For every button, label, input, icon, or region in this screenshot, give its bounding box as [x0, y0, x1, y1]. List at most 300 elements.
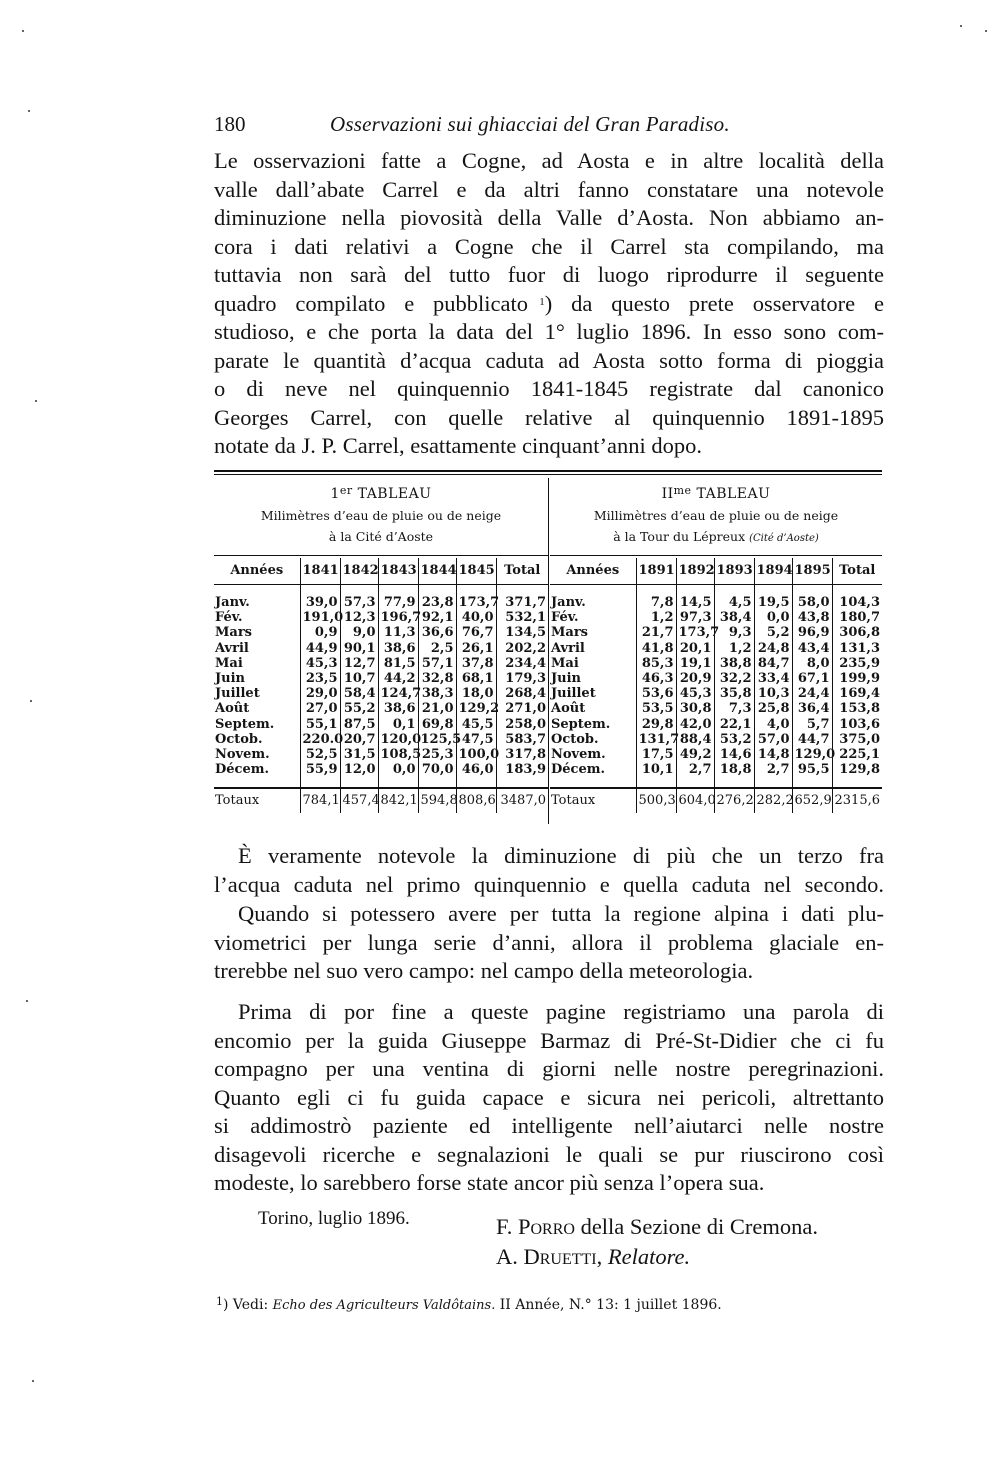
value-cell: 45,3	[300, 656, 340, 671]
table-row	[550, 671, 882, 686]
value-cell: 85,3	[636, 656, 676, 671]
text-fragment: ) da questo prete osservatore e	[544, 290, 885, 316]
value-cell: 125,5	[418, 732, 456, 747]
text-line: tuttavia non sarà del tutto fuor di luogo riprodurre il seguente	[214, 262, 884, 287]
value-cell: 96,9	[792, 625, 832, 640]
row-total: 180,7	[832, 610, 882, 625]
value-cell: 53,2	[714, 732, 754, 747]
column-total: 594,8	[418, 788, 456, 813]
underline-cell	[418, 585, 456, 596]
value-cell: 45,5	[456, 717, 496, 732]
signature-porro: F. Porro della Sezione di Cremona.	[496, 1214, 818, 1239]
column-total: 784,1	[300, 788, 340, 813]
header-rule	[214, 555, 548, 556]
text-line: valle dall’abate Carrel e da altri fanno constatare una notevole	[214, 176, 884, 202]
value-cell: 12,0	[340, 762, 378, 777]
row-total: 375,0	[832, 732, 882, 747]
value-cell: 220.0	[300, 732, 340, 747]
place-and-date: Torino, luglio 1896.	[258, 1208, 410, 1229]
value-cell: 70,0	[418, 762, 456, 777]
value-cell: 57,3	[340, 595, 378, 610]
value-cell: 29,0	[300, 686, 340, 701]
value-cell: 35,8	[714, 686, 754, 701]
table-row	[550, 686, 882, 701]
totals-label: Totaux	[551, 793, 596, 809]
underline-cell	[340, 585, 378, 596]
month-label: Mars	[551, 625, 588, 641]
column-total: 500,3	[636, 788, 676, 813]
paragraph-intro	[214, 147, 884, 461]
text-line: Georges Carrel, con quelle relative al quinquennio 1891-1895	[214, 404, 884, 430]
table-row	[214, 671, 548, 686]
column-header-years: Années	[566, 563, 620, 578]
column-total: 808,6	[456, 788, 496, 813]
month-label: Mars	[215, 625, 252, 641]
paragraph-acknowledgement	[214, 998, 884, 1198]
value-cell: 129,2	[456, 701, 496, 716]
table-row	[214, 717, 548, 732]
value-cell: 2,5	[418, 641, 456, 656]
value-cell: 7,8	[636, 595, 676, 610]
table-row	[550, 732, 882, 747]
table-location: à la Tour du Lépreux (Cité d’Aoste)	[613, 529, 819, 544]
underline-cell	[676, 585, 714, 596]
column-total: 652,9	[792, 788, 832, 813]
value-cell: 1,2	[714, 641, 754, 656]
footnote-marker: 1	[216, 1295, 223, 1308]
text-line: o di neve nel quinquennio 1841-1845 registrate dal canonico	[214, 376, 884, 401]
rule-cell	[636, 777, 676, 788]
table-row	[550, 610, 882, 625]
table-row	[214, 641, 548, 656]
rule-cell	[456, 777, 496, 788]
row-total: 103,6	[832, 717, 882, 732]
signatures	[496, 1212, 818, 1272]
table-1841-1845	[214, 478, 548, 828]
value-cell: 14,5	[676, 595, 714, 610]
value-cell: 44,7	[792, 732, 832, 747]
underline-cell	[714, 585, 754, 596]
table-subtitle: Millimètres d’eau de pluie ou de neige	[593, 508, 839, 523]
row-total: 532,1	[496, 610, 548, 625]
row-total: 134,5	[496, 625, 548, 640]
scan-speck	[30, 700, 32, 702]
row-total: 183,9	[496, 762, 548, 777]
value-cell: 191,0	[300, 610, 340, 625]
table-row	[214, 747, 548, 762]
text-line: disagevoli ricerche e segnalazioni le quali se pur riuscirono così	[214, 1141, 884, 1167]
text-line: notate da J. P. Carrel, esattamente cinquant’anni dopo.	[214, 433, 702, 458]
value-cell: 40,0	[456, 610, 496, 625]
value-cell: 36,6	[418, 625, 456, 640]
grand-total: 2315,6	[832, 788, 882, 813]
value-cell: 57,0	[754, 732, 792, 747]
value-cell: 26,1	[456, 641, 496, 656]
value-cell: 58,4	[340, 686, 378, 701]
value-cell: 58,0	[792, 595, 832, 610]
rule-cell	[792, 777, 832, 788]
rule-cell	[378, 777, 418, 788]
value-cell: 67,1	[792, 671, 832, 686]
text-line: diminuzione nella piovosità della Valle d’Aosta. Non abbiamo an-	[214, 205, 884, 230]
month-label: Janv.	[215, 595, 250, 610]
value-cell: 21,7	[636, 625, 676, 640]
value-cell: 90,1	[340, 641, 378, 656]
value-cell: 19,5	[754, 595, 792, 610]
footnote-reference[interactable]: 1	[539, 295, 545, 308]
column-total: 282,2	[754, 788, 792, 813]
text-line: studioso, e che porta la data del 1° luglio 1896. In esso sono com-	[214, 319, 884, 344]
month-label: Novem.	[551, 747, 606, 763]
text-line: viometrici per lunga serie d’anni, allora il problema glaciale en-	[214, 929, 884, 955]
rule-cell	[754, 777, 792, 788]
paragraph-meteorology	[214, 900, 884, 986]
row-total: 202,2	[496, 641, 548, 656]
text-line: Le osservazioni fatte a Cogne, ad Aosta e in altre località della	[214, 148, 884, 173]
value-cell: 77,9	[378, 595, 418, 610]
rule-cell	[550, 777, 636, 788]
underline-cell	[496, 585, 548, 596]
column-header-year: 1843	[378, 558, 418, 585]
underline-cell	[550, 585, 636, 596]
month-label: Juin	[215, 671, 245, 687]
column-header-year: 1892	[676, 558, 714, 585]
value-cell: 46,3	[636, 671, 676, 686]
month-label: Octob.	[215, 731, 263, 747]
text-line-with-footnote	[214, 290, 884, 319]
scan-speck	[35, 400, 37, 402]
text-line: Prima di por fine a queste pagine registriamo una parola di	[238, 999, 884, 1024]
value-cell: 22,1	[714, 717, 754, 732]
value-cell: 18,0	[456, 686, 496, 701]
column-total: 457,4	[340, 788, 378, 813]
value-cell: 53,5	[636, 701, 676, 716]
month-label: Décem.	[551, 762, 606, 778]
value-cell: 37,8	[456, 656, 496, 671]
value-cell: 38,6	[378, 701, 418, 716]
month-label: Mai	[215, 655, 243, 671]
table-top-rule-thin	[214, 474, 882, 475]
value-cell: 55,1	[300, 717, 340, 732]
table-row	[214, 686, 548, 701]
value-cell: 76,7	[456, 625, 496, 640]
table-row	[214, 610, 548, 625]
month-label: Septem.	[215, 716, 275, 732]
value-cell: 4,0	[754, 717, 792, 732]
value-cell: 81,5	[378, 656, 418, 671]
value-cell: 69,8	[418, 717, 456, 732]
value-cell: 43,8	[792, 610, 832, 625]
scan-speck	[22, 30, 24, 32]
value-cell: 55,2	[340, 701, 378, 716]
value-cell: 30,8	[676, 701, 714, 716]
column-header-year: 1845	[456, 558, 496, 585]
table-row	[214, 732, 548, 747]
row-total: 179,3	[496, 671, 548, 686]
row-total: 271,0	[496, 701, 548, 716]
value-cell: 4,5	[714, 595, 754, 610]
value-cell: 38,3	[418, 686, 456, 701]
value-cell: 84,7	[754, 656, 792, 671]
column-total: 276,2	[714, 788, 754, 813]
month-label: Juillet	[551, 686, 596, 702]
row-total: 371,7	[496, 595, 548, 610]
totals-rule	[550, 777, 882, 788]
header-row	[550, 558, 882, 585]
header-row	[214, 558, 548, 585]
row-total: 583,7	[496, 732, 548, 747]
month-label: Janv.	[551, 595, 586, 610]
value-cell: 11,3	[378, 625, 418, 640]
column-header-year: 1891	[636, 558, 676, 585]
header-underline	[214, 585, 548, 596]
value-cell: 2,7	[754, 762, 792, 777]
value-cell: 173,7	[676, 625, 714, 640]
value-cell: 20,1	[676, 641, 714, 656]
value-cell: 5,7	[792, 717, 832, 732]
value-cell: 0,0	[754, 610, 792, 625]
column-header-years: Années	[230, 563, 284, 578]
value-cell: 196,7	[378, 610, 418, 625]
value-cell: 0,9	[300, 625, 340, 640]
value-cell: 0,0	[378, 762, 418, 777]
value-cell: 14,8	[754, 747, 792, 762]
value-cell: 33,4	[754, 671, 792, 686]
rule-cell	[496, 777, 548, 788]
rule-cell	[676, 777, 714, 788]
value-cell: 44,2	[378, 671, 418, 686]
text-line: cora i dati relativi a Cogne che il Carrel sta compilando, ma	[214, 233, 884, 259]
column-total: 604,0	[676, 788, 714, 813]
table-location: à la Cité d’Aoste	[328, 529, 434, 544]
table-row	[550, 747, 882, 762]
row-total: 258,0	[496, 717, 548, 732]
footnote: $^1$) Vedi: Echo des Agriculteurs Valdôtains. II Année, N.° 13: 1 juillet 1896.	[216, 1295, 722, 1313]
value-cell: 32,8	[418, 671, 456, 686]
column-header-year: 1841	[300, 558, 340, 585]
table-title: $II^{me}$ TABLEAU	[661, 484, 771, 502]
value-cell: 10,3	[754, 686, 792, 701]
month-label: Avril	[215, 640, 249, 656]
value-cell: 25,3	[418, 747, 456, 762]
value-cell: 10,1	[636, 762, 676, 777]
page-number: 180	[214, 112, 246, 136]
underline-cell	[378, 585, 418, 596]
scan-speck	[26, 1000, 28, 1002]
text-line: Quanto egli ci fu guida capace e sicura nei pericoli, altrettanto	[214, 1084, 884, 1110]
value-cell: 20,7	[340, 732, 378, 747]
table-row	[550, 625, 882, 640]
rule-cell	[214, 777, 300, 788]
value-cell: 108,5	[378, 747, 418, 762]
month-label: Fév.	[551, 610, 579, 626]
value-cell: 27,0	[300, 701, 340, 716]
underline-cell	[792, 585, 832, 596]
underline-cell	[754, 585, 792, 596]
value-cell: 9,0	[340, 625, 378, 640]
value-cell: 0,1	[378, 717, 418, 732]
column-header-total: Total	[832, 558, 882, 585]
data-grid	[550, 558, 882, 813]
value-cell: 1,2	[636, 610, 676, 625]
table-row	[550, 595, 882, 610]
value-cell: 7,3	[714, 701, 754, 716]
column-header-year: 1895	[792, 558, 832, 585]
totals-rule	[214, 777, 548, 788]
signature-druetti: A. Druetti, Relatore.	[496, 1244, 691, 1269]
month-label: Septem.	[551, 716, 611, 732]
row-total: 225,1	[832, 747, 882, 762]
rule-cell	[418, 777, 456, 788]
running-header	[214, 112, 884, 142]
value-cell: 14,6	[714, 747, 754, 762]
header-rule	[550, 555, 882, 556]
grand-total: 3487,0	[496, 788, 548, 813]
text-line: È veramente notevole la diminuzione di più che un terzo fra	[238, 843, 884, 868]
underline-cell	[300, 585, 340, 596]
value-cell: 21,0	[418, 701, 456, 716]
value-cell: 124,7	[378, 686, 418, 701]
scan-speck	[32, 1380, 34, 1382]
value-cell: 88,4	[676, 732, 714, 747]
value-cell: 120,0	[378, 732, 418, 747]
value-cell: 25,8	[754, 701, 792, 716]
running-title: Osservazioni sui ghiacciai del Gran Paradiso.	[330, 112, 730, 136]
row-total: 153,8	[832, 701, 882, 716]
value-cell: 97,3	[676, 610, 714, 625]
value-cell: 2,7	[676, 762, 714, 777]
value-cell: 39,0	[300, 595, 340, 610]
value-cell: 17,5	[636, 747, 676, 762]
month-label: Avril	[551, 640, 585, 656]
text-line: Quando si potessero avere per tutta la regione alpina i dati plu-	[238, 901, 884, 926]
row-total: 268,4	[496, 686, 548, 701]
value-cell: 5,2	[754, 625, 792, 640]
month-label: Mai	[551, 655, 579, 671]
table-row	[214, 656, 548, 671]
table-row	[550, 701, 882, 716]
month-label: Août	[551, 701, 586, 717]
scan-speck	[985, 30, 987, 32]
value-cell: 24,4	[792, 686, 832, 701]
totals-row	[550, 788, 882, 813]
value-cell: 36,4	[792, 701, 832, 716]
value-cell: 49,2	[676, 747, 714, 762]
underline-cell	[456, 585, 496, 596]
table-row	[214, 701, 548, 716]
value-cell: 8,0	[792, 656, 832, 671]
value-cell: 18,8	[714, 762, 754, 777]
value-cell: 12,7	[340, 656, 378, 671]
table-subtitle: Milimètres d’eau de pluie ou de neige	[260, 508, 502, 523]
value-cell: 24,8	[754, 641, 792, 656]
row-total: 129,8	[832, 762, 882, 777]
value-cell: 92,1	[418, 610, 456, 625]
value-cell: 44,9	[300, 641, 340, 656]
data-grid	[214, 558, 548, 813]
month-label: Novem.	[215, 747, 270, 763]
month-label: Fév.	[215, 610, 243, 626]
value-cell: 31,5	[340, 747, 378, 762]
row-total: 131,3	[832, 641, 882, 656]
rule-cell	[714, 777, 754, 788]
text-line: encomio per la guida Giuseppe Barmaz di Pré-St-Didier che ci fu	[214, 1027, 884, 1053]
journal-title: Echo des Agriculteurs Valdôtains.	[272, 1298, 496, 1313]
month-label: Octob.	[551, 731, 599, 747]
rule-cell	[340, 777, 378, 788]
value-cell: 52,5	[300, 747, 340, 762]
month-label: Décem.	[215, 762, 270, 778]
value-cell: 57,1	[418, 656, 456, 671]
value-cell: 32,2	[714, 671, 754, 686]
value-cell: 87,5	[340, 717, 378, 732]
value-cell: 20,9	[676, 671, 714, 686]
row-total: 234,4	[496, 656, 548, 671]
column-header-total: Total	[496, 558, 548, 585]
value-cell: 45,3	[676, 686, 714, 701]
table-row	[550, 656, 882, 671]
totals-row	[214, 788, 548, 813]
table-1891-1895	[550, 478, 882, 828]
value-cell: 68,1	[456, 671, 496, 686]
value-cell: 131,7	[636, 732, 676, 747]
column-header-year: 1844	[418, 558, 456, 585]
text-line: modeste, lo sarebbero forse state ancor più senza l’opera sua.	[214, 1170, 765, 1195]
row-total: 169,4	[832, 686, 882, 701]
value-cell: 23,8	[418, 595, 456, 610]
value-cell: 100,0	[456, 747, 496, 762]
underline-cell	[214, 585, 300, 596]
month-label: Août	[215, 701, 250, 717]
value-cell: 23,5	[300, 671, 340, 686]
value-cell: 19,1	[676, 656, 714, 671]
value-cell: 47,5	[456, 732, 496, 747]
underline-cell	[832, 585, 882, 596]
table-title: 1er TABLEAU	[330, 484, 432, 502]
value-cell: 38,4	[714, 610, 754, 625]
table-top-rule	[214, 470, 882, 472]
underline-cell	[636, 585, 676, 596]
row-total: 306,8	[832, 625, 882, 640]
value-cell: 55,9	[300, 762, 340, 777]
value-cell: 38,6	[378, 641, 418, 656]
value-cell: 53,6	[636, 686, 676, 701]
table-row	[214, 595, 548, 610]
text-line: l’acqua caduta nel primo quinquennio e quella caduta nel secondo.	[214, 871, 884, 897]
text-fragment: quadro compilato e pubblicato	[214, 290, 529, 316]
value-cell: 38,8	[714, 656, 754, 671]
column-total: 842,1	[378, 788, 418, 813]
paragraph-comment	[214, 842, 884, 899]
value-cell: 41,8	[636, 641, 676, 656]
table-row	[550, 717, 882, 732]
value-cell: 173,7	[456, 595, 496, 610]
row-total: 104,3	[832, 595, 882, 610]
table-row	[214, 762, 548, 777]
table-row	[214, 625, 548, 640]
column-header-year: 1894	[754, 558, 792, 585]
totals-label: Totaux	[215, 793, 260, 809]
value-cell: 43,4	[792, 641, 832, 656]
column-header-year: 1893	[714, 558, 754, 585]
header-underline	[550, 585, 882, 596]
value-cell: 46,0	[456, 762, 496, 777]
value-cell: 10,7	[340, 671, 378, 686]
table-row	[550, 762, 882, 777]
column-header-year: 1842	[340, 558, 378, 585]
value-cell: 129,0	[792, 747, 832, 762]
month-label: Juin	[551, 671, 581, 687]
